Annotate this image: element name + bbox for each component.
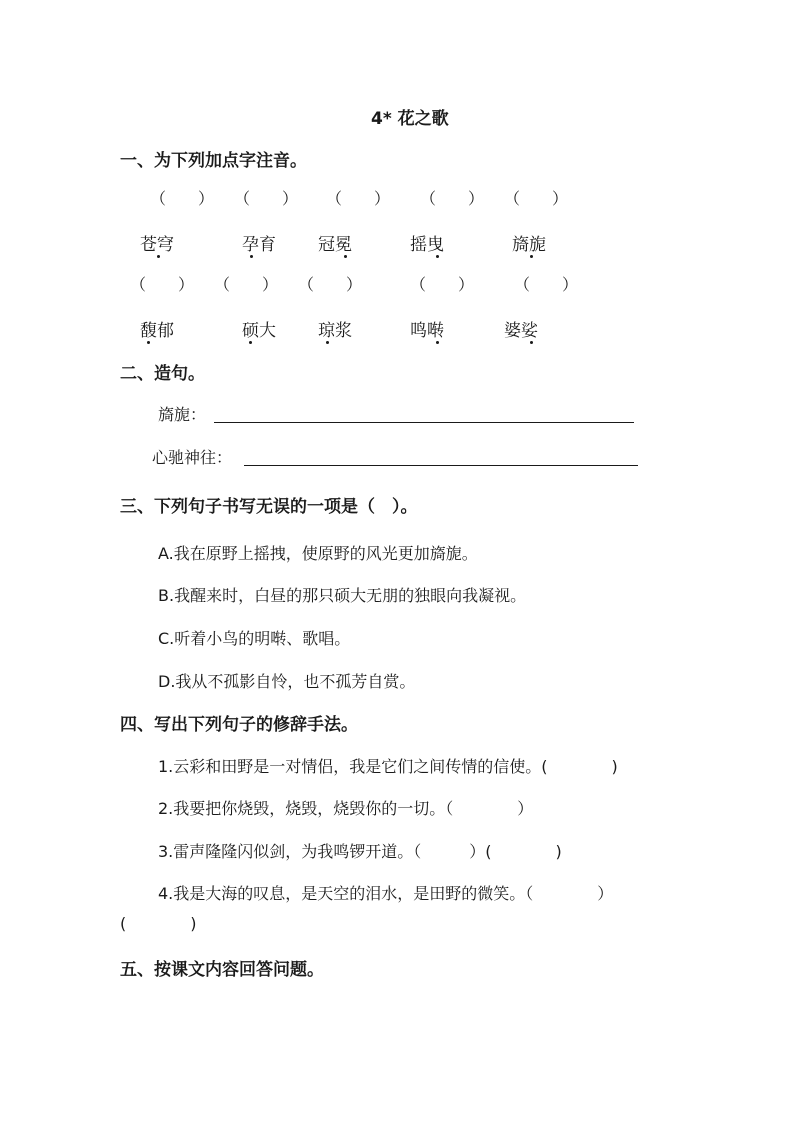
rhetoric-item[interactable]: 3.雷声隆隆闪似剑，为我鸣锣开道。（ ）( ) bbox=[158, 842, 562, 861]
section4-heading: 四、写出下列句子的修辞手法。 bbox=[120, 715, 358, 735]
vocab-word: 馥郁 bbox=[140, 321, 174, 341]
choice-option[interactable]: B.我醒来时，白昼的那只硕大无朋的独眼向我凝视。 bbox=[158, 586, 527, 605]
rhetoric-item[interactable]: 1.云彩和田野是一对情侣，我是它们之间传情的信使。( ) bbox=[158, 757, 618, 776]
choice-option[interactable]: D.我从不孤影自怜，也不孤芳自赏。 bbox=[158, 672, 416, 691]
section5-heading: 五、按课文内容回答问题。 bbox=[120, 960, 324, 980]
pinyin-blank[interactable]: （ ） bbox=[150, 189, 215, 208]
section1-heading: 一、为下列加点字注音。 bbox=[120, 151, 307, 171]
rhetoric-item[interactable]: 2.我要把你烧毁，烧毁，烧毁你的一切。（ ） bbox=[158, 799, 534, 818]
emphasis-dot bbox=[436, 255, 439, 258]
emphasis-dot bbox=[436, 341, 439, 344]
pinyin-blank[interactable]: （ ） bbox=[410, 275, 475, 294]
vocab-word: 鸣啭 bbox=[410, 321, 444, 341]
vocab-word: 孕育 bbox=[242, 235, 276, 255]
vocab-word: 苍穹 bbox=[140, 235, 174, 255]
vocab-word: 冠冕 bbox=[318, 235, 352, 255]
emphasis-dot bbox=[250, 255, 253, 258]
vocab-word: 硕大 bbox=[242, 321, 276, 341]
emphasis-dot bbox=[326, 341, 329, 344]
vocab-word: 琼浆 bbox=[318, 321, 352, 341]
pinyin-blank[interactable]: （ ） bbox=[326, 189, 391, 208]
pinyin-blank[interactable]: （ ） bbox=[514, 275, 579, 294]
emphasis-dot bbox=[157, 255, 160, 258]
page-title: 4* 花之歌 bbox=[371, 109, 449, 129]
section3-heading: 三、下列句子书写无误的一项是（ ）。 bbox=[120, 497, 418, 517]
emphasis-dot bbox=[344, 255, 347, 258]
pinyin-blank[interactable]: （ ） bbox=[504, 189, 569, 208]
section2-heading: 二、造句。 bbox=[120, 364, 205, 384]
vocab-word: 旖旎 bbox=[512, 235, 546, 255]
vocab-word: 摇曳 bbox=[410, 235, 444, 255]
pinyin-blank[interactable]: （ ） bbox=[298, 275, 363, 294]
pinyin-blank[interactable]: （ ） bbox=[130, 275, 195, 294]
vocab-word: 婆娑 bbox=[504, 321, 538, 341]
rhetoric-item-continuation[interactable]: ( ) bbox=[120, 914, 197, 933]
pinyin-blank[interactable]: （ ） bbox=[214, 275, 279, 294]
emphasis-dot bbox=[249, 341, 252, 344]
rhetoric-item[interactable]: 4.我是大海的叹息，是天空的泪水，是田野的微笑。（ ） bbox=[158, 884, 614, 903]
pinyin-blank[interactable]: （ ） bbox=[234, 189, 299, 208]
emphasis-dot bbox=[147, 341, 150, 344]
emphasis-dot bbox=[530, 255, 533, 258]
choice-option[interactable]: C.听着小鸟的明啭、歌唱。 bbox=[158, 629, 351, 648]
sentence-prompt: 旖旎： bbox=[158, 405, 207, 424]
emphasis-dot bbox=[530, 341, 533, 344]
answer-line[interactable] bbox=[214, 422, 634, 423]
answer-line[interactable] bbox=[244, 465, 638, 466]
choice-option[interactable]: A.我在原野上摇拽，使原野的风光更加旖旎。 bbox=[158, 544, 478, 563]
pinyin-blank[interactable]: （ ） bbox=[420, 189, 485, 208]
sentence-prompt: 心驰神往： bbox=[152, 448, 233, 467]
